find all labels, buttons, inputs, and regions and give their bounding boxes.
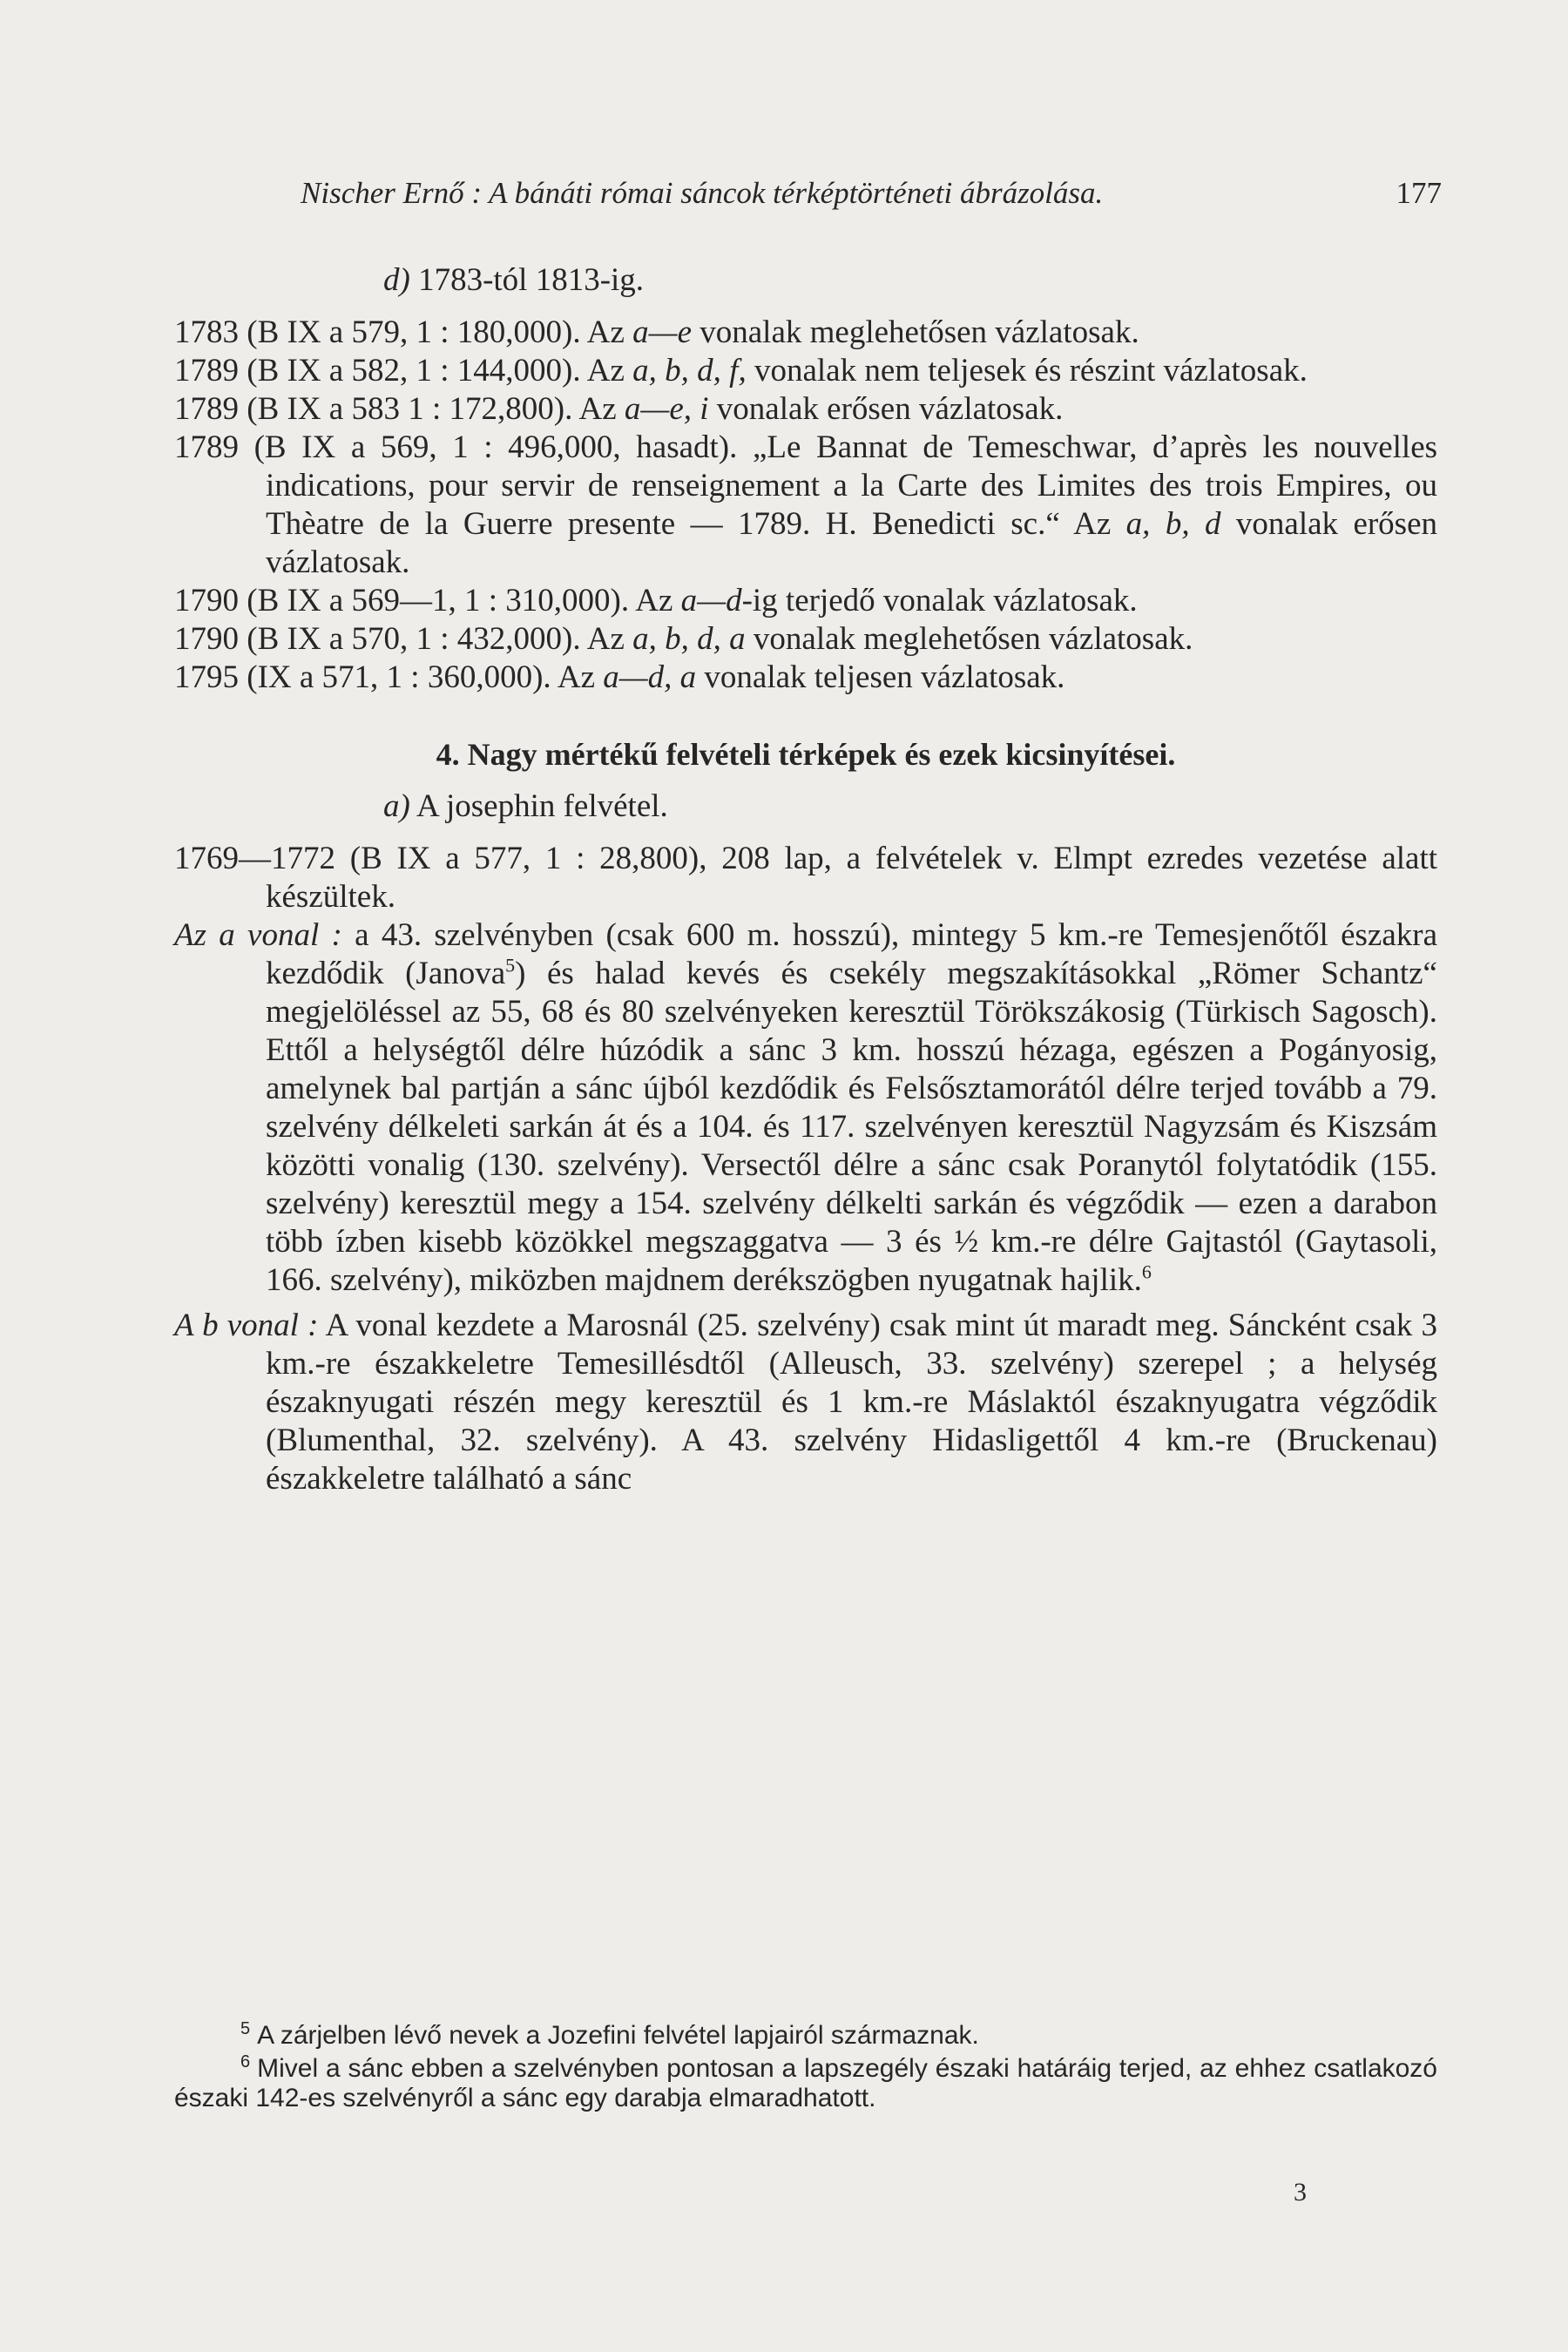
entry-year: 1769—1772 [174, 841, 335, 876]
footnote-marker: 5 [240, 2019, 251, 2038]
entry-year: 1790 [174, 621, 239, 657]
entry-text: vonalak erősen vázlatosak. [708, 391, 1064, 427]
entry-text: vonalak nem teljesek és részint vázlatosak. [746, 353, 1308, 389]
subsection-text: A josephin felvétel. [416, 788, 668, 824]
entry-lines: a, b, d, f, [632, 353, 747, 389]
signature-mark: 3 [1294, 2178, 1307, 2207]
entry-lines: a—d, a [603, 659, 697, 695]
entry-text: -ig terjedő vonalak vázlatosak. [741, 583, 1138, 618]
footnote [174, 2021, 1437, 2051]
subsection-heading [383, 787, 1437, 826]
subsection-heading [383, 261, 1437, 300]
paragraph-text: A vonal kezdete a Marosnál (25. szelvény) csak mint út maradt meg. Sáncként csak 3 km.-re északkeletre Temesillésdtől (Alleusch, 33. szelvény) szerepel ; a helység északnyugati részén megy keresztül és 1 km.-re Máslaktól északnyugatra végződik (Blumenthal, 32. szelvény). A 43. szelvény Hidasligettől 4 km.-re (Bruckenau) északkeletre található a sánc [266, 1308, 1437, 1497]
entry-text: vonalak meglehetősen vázlatosak. [692, 314, 1139, 350]
footnote-ref[interactable]: 5 [505, 954, 516, 977]
entry-text: (B IX a 569, 1 : 496,000, hasadt). „Le Bannat de Temeschwar, d’après les nouvelles indications, pour servir de renseignement a la Carte des Limites des trois Empires, ou Thèatre de la Guerre presente — 1789. H. Benedicti sc.“ Az [253, 429, 1438, 542]
map-entry [174, 352, 1437, 390]
paragraph-lead: Az a vonal : [174, 917, 342, 953]
footnote [174, 2054, 1437, 2113]
map-entry [174, 620, 1437, 659]
entry-text: (B IX a 579, 1 : 180,000). Az [247, 314, 633, 350]
line-b-paragraph [174, 1307, 1437, 1498]
paragraph-lead: A b vonal : [174, 1308, 319, 1343]
footnote-text: A zárjelben lévő nevek a Jozefini felvétel lapjairól származnak. [257, 2021, 979, 2050]
entry-year: 1783 [174, 314, 239, 350]
map-entry [174, 390, 1437, 429]
entry-lines: a, b, d, a [632, 621, 746, 657]
running-header [301, 174, 1442, 213]
entry-text: (B IX a 577, 1 : 28,800), 208 lap, a felvételek v. Elmpt ezredes vezetése alatt készültek. [266, 841, 1438, 915]
entry-text: vonalak meglehetősen vázlatosak. [745, 621, 1193, 657]
line-a-paragraph [174, 916, 1437, 1300]
subsection-text: 1783-tól 1813-ig. [418, 262, 645, 298]
main-text [174, 261, 1437, 1498]
entry-text: (B IX a 570, 1 : 432,000). Az [247, 621, 633, 657]
footnotes [174, 2021, 1437, 2117]
header-title: Nischer Ernő : A bánáti római sáncok térképtörténeti ábrázolása. [301, 176, 1104, 210]
entry-text: (B IX a 583 1 : 172,800). Az [247, 391, 625, 427]
paragraph-text: ) és halad kevés és csekély megszakításokkal „Römer Schantz“ megjelöléssel az 55, 68 és 80 szelvényeken keresztül Törökszákosig (Türkisch Sagosch). Ettől a helységtől délre húzódik a sánc 3 km. hosszú hézaga, egészen a Pogányosig, amelynek bal partján a sánc újból kezdődik és Felsősztamorától délre terjed tovább a 79. szelvény délkeleti sarkán át és a 104. és 117. szelvényen keresztül Nagyzsám és Kiszsám közötti vonalig (130. szelvény). Versectől délre a sánc csak Poranytól folytatódik (155. szelvény) keresztül megy a 154. szelvény délkelti sarkán és végződik — ezen a darabon több ízben kisebb közökkel megszaggatva — 3 és ½ km.-re délre Gajtastól (Gaytasoli, 166. szelvény), miközben majdnem derékszögben nyugatnak hajlik. [266, 956, 1437, 1298]
entry-text: (B IX a 582, 1 : 144,000). Az [247, 353, 633, 389]
josephin-entry [174, 840, 1437, 916]
map-entry [174, 429, 1437, 582]
entry-year: 1789 [174, 391, 239, 427]
footnote-text: Mivel a sánc ebben a szelvényben pontosan a lapszegély északi határáig terjed, az ehhez csatlakozó északi 142-es szelvényről a sánc egy darabja elmaradhatott. [174, 2054, 1437, 2112]
map-entry [174, 314, 1437, 352]
entry-year: 1790 [174, 583, 239, 618]
footnote-marker: 6 [240, 2052, 251, 2072]
entry-text: vonalak teljesen vázlatosak. [696, 659, 1065, 695]
entry-lines: a, b, d [1125, 506, 1221, 542]
entry-text: (IX a 571, 1 : 360,000). Az [247, 659, 604, 695]
subsection-marker: a) [383, 788, 410, 824]
entry-lines: a—e [632, 314, 692, 350]
entry-year: 1795 [174, 659, 239, 695]
entry-text: (B IX a 569—1, 1 : 310,000). Az [247, 583, 681, 618]
paragraph-text: a 43. szelvényben (csak 600 m. hosszú), mintegy 5 km.-re Temesjenőtől északra kezdődik (Janova [266, 917, 1437, 991]
section-heading: 4. Nagy mértékű felvételi térképek és ezek kicsinyítései. [436, 737, 1176, 772]
entry-lines: a—d [680, 583, 742, 618]
entry-year: 1789 [174, 353, 239, 389]
footnote-ref[interactable]: 6 [1141, 1260, 1152, 1283]
map-entry [174, 659, 1437, 697]
entry-text: vonalak erősen vázlatosak. [266, 506, 1438, 580]
entry-year: 1789 [174, 429, 239, 465]
subsection-marker: d) [383, 262, 410, 298]
entry-lines: a—e, i [624, 391, 709, 427]
page-number: 177 [1396, 176, 1442, 210]
map-entry [174, 582, 1437, 620]
